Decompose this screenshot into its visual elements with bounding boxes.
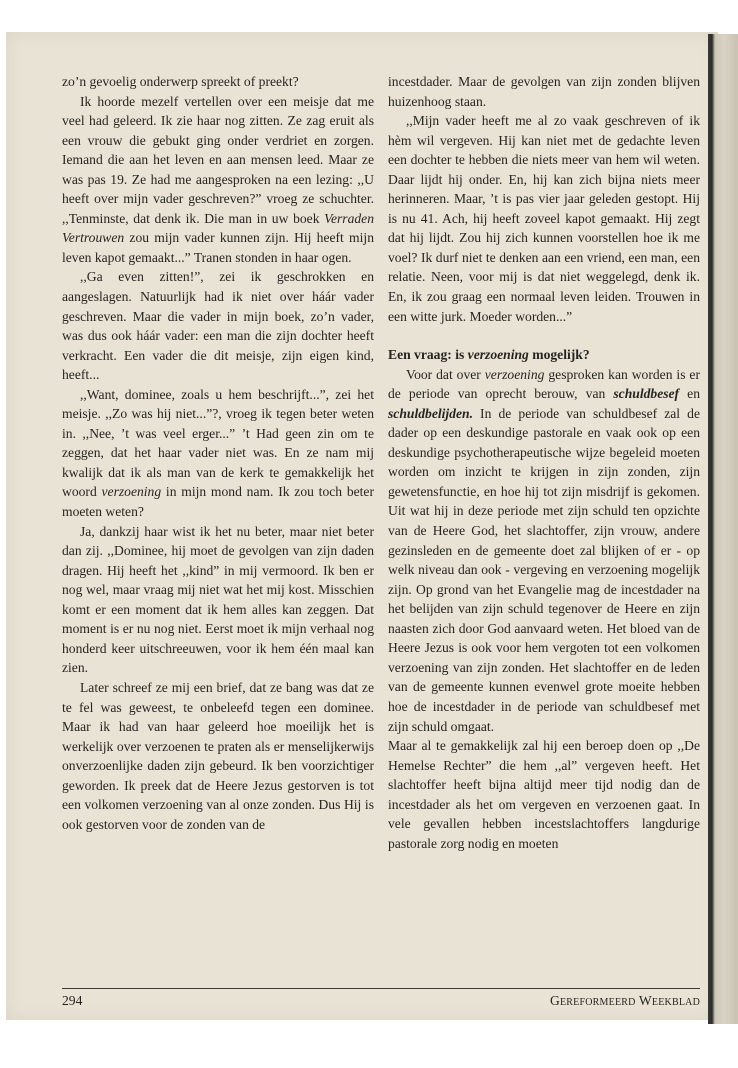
emphasis: schuldbesef [613,386,680,402]
book-title: Verraden Vertrouwen [62,210,374,246]
left-column [62,72,374,834]
paragraph: ,,Want, dominee, zoals u hem beschrijft...”, zei het meisje. ,,Zo was hij niet...”?, vroeg ik tegen beter weten in. ,,Nee, ’t was veel erger...” ’t Had geen zin om te zeggen, dat het haar vader niet was. En ze nam mij kwalijk dat ik als man van de kerk te gemakkelijk het woord verzoening in mijn mond nam. Ik zou toch beter moeten weten? [62,386,374,520]
paragraph: Voor dat over verzoening gesproken kan worden is er de periode van oprecht berouw, van schuldbesef en schuldbelijden. In de periode van schuldbesef zal de dader op een deskundige pastorale en vaak ook op een deskundige psychotherapeutische wijze begeleid moeten worden om inzicht te krijgen in zijn zonden, zijn gewetensfunctie, en hoe hij tot zijn misdrijf is gekomen. Uit wat hij in deze periode met zijn schuld ten opzichte van de Heere God, het slachtoffer, zijn vrouw, andere gezinsleden en de gemeente doet zal blijken of er - op welk niveau dan ook - vergeving en verzoening mogelijk zijn. Op grond van het Evangelie mag de incestdader na het belijden van zijn schuld tegenover de Heere en zijn naasten zich door God aanvaard weten. Het bloed van de Heere Jezus is ook voor hem vergoten tot een volkomen verzoening van zijn zonden. Het slachtoffer en de leden van de gemeente kunnen evenwel grote moeite hebben hoe de incestdader in de periode van schuldbesef met zijn schuld omgaat. [388,366,700,734]
footer-rule [62,988,700,989]
paragraph: zo’n gevoelig onderwerp spreekt of preekt? [62,74,299,89]
paragraph: ,,Ga even zitten!”, zei ik geschrokken en aangeslagen. Natuurlijk had ik niet over háár vader geschreven. Maar die vader in mijn boek, zo’n vader, was dus ook háár vader: een man die zijn dochter heeft verkracht. Een vader die dit meisje, zijn eigen kind, heeft... [62,269,374,383]
emphasis: verzoening [101,484,162,500]
journal-name: Gereformeerd Weekblad [549,993,700,1008]
paragraph: Ja, dankzij haar wist ik het nu beter, maar niet beter dan zij. ,,Dominee, hij moet de gevolgen van zijn daden dragen. Hij heeft het ,,kind” in mij vermoord. Ik ben er nog wel, maar vraag mij niet wat het mij kost. Misschien komt er een moment dat ik hem alles kan zeggen. Dat moment is er nu nog niet. Eerst moet ik mijn verhaal nog honderd keer uitschreeuwen, voor ik hem één maal kan zien. [62,523,374,676]
paragraph: Maar al te gemakkelijk zal hij een beroep doen op ,,De Hemelse Rechter” die hem ,,al” vergeven heeft. Het slachtoffer heeft bijna altijd meer tijd nodig dan de incestdader als het om vergeven en verzoenen gaat. In vele gevallen hebben incestslachtoffers langdurige pastorale zorg nodig en moeten [388,738,700,851]
paragraph: Later schreef ze mij een brief, dat ze bang was dat ze te fel was geweest, te onbeleefd tegen een dominee. Maar ik had van haar geleerd hoe moeilijk het is werkelijk over verzoenen te praten als er menselijkerwijs onverzoenlijke daden zijn gebeurd. Ik ben voorzichtiger geworden. Ik preek dat de Heere Jezus gestorven is tot een volkomen verzoening van al onze zonden. Dus Hij is ook gestorven voor de zonden van de [62,679,374,832]
right-column [388,72,700,853]
paragraph: ,,Mijn vader heeft me al zo vaak geschreven of ik hèm wil vergeven. Hij kan niet met de gedachte leven een dochter te hebben die niets meer van hem wil weten. Daar lijdt hij onder. En, hij kan zich bijna niets meer herinneren. Maar, ’t is pas vier jaar geleden gestopt. Hij is nu 41. Ach, hij heeft zoveel kapot gemaakt. Hij zegt dat hij lijdt. Zou hij zich kunnen voorstellen hoe ik me voel? Ik durf niet te denken aan een vriend, een man, een relatie. Neen, voor mij is dat niet weggelegd, denk ik. En, ik zou graag een normaal leven leiden. Trouwen in een witte jurk. Moeder worden...” [388,113,700,324]
section-heading: Een vraag: is verzoening mogelijk? [388,347,590,363]
paragraph: Ik hoorde mezelf vertellen over een meisje dat me veel had geleerd. Ik zie haar nog zitten. Ze zag eruit als een vrouw die gebukt ging onder verdriet en zorgen. Iemand die aan het leven en aan mensen leed. Maar ze was pas 19. Ze had me aangesproken na een lezing: ,,U heeft over mijn vader geschreven?” vroeg ze schuchter. ,,Tenminste, dat denk ik. Die man in uw boek Verraden Vertrouwen zou mijn vader kunnen zijn. Hij heeft mijn leven kapot gemaakt...” Tranen stonden in haar ogen. [62,93,374,265]
emphasis: schuldbelijden. [388,405,473,421]
page-number: 294 [62,993,83,1008]
binding-edge [708,34,738,1024]
paragraph: incestdader. Maar de gevolgen van zijn zonden blijven huizenhoog staan. [388,74,700,109]
